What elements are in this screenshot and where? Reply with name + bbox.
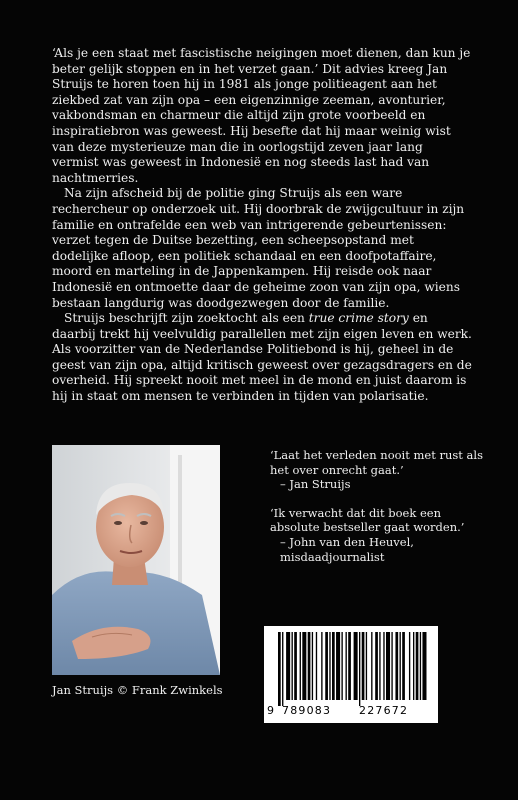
blurb-paragraph-3 [52,311,472,405]
endorsement-attribution: – John van den Heuvel, misdaadjournalist [280,534,414,564]
barcode-bar [409,632,410,700]
barcode-bar [366,632,367,700]
endorsement-2 [270,506,490,564]
blurb-paragraph-2: Na zijn afscheid bij de politie ging Struijs als een ware rechercheur op onderzoek uit. Hij doorbrak de zwijgcultuur in zijn familie en ontrafelde een web van intrigerende gebeurtenissen: verzet tegen de Duitse bezetting, een scheepsopstand met dodelijke afloop, een politiek schandaal en een doofpotaffaire, moord en marteling in de Jappenkampen. Hij reisde ook naar Indonesië en ontmoette daar de geheime zoon van zijn opa, wiens bestaan langdurig was doodgezwegen door de familie. [52,186,465,310]
barcode-bar [302,632,306,700]
barcode-bar [400,632,401,700]
barcode-bar [348,632,351,700]
isbn-group-1: 789083 [282,704,332,717]
barcode-bar [312,632,313,700]
barcode-bar [413,632,414,700]
back-cover-blurb [52,46,472,405]
barcode-bar [416,632,419,700]
author-portrait-image [52,445,220,675]
barcode-bar [386,632,390,700]
barcode-bar [420,632,421,700]
barcode-bar [329,632,330,700]
barcode-bar [286,632,290,700]
barcode-bar [362,632,365,700]
barcode-bar [341,632,342,700]
barcode-bar [294,632,297,700]
barcode-bar [354,632,358,700]
blurb-p3-end: en daarbij trekt hij veelvuldig parallellen met zijn eigen leven en werk. Als voorzitter van de Nederlandse Politiebond is hij, geheel in de geest van zijn opa, altijd kritisch geweest over gezagsdragers en de overheid. Hij spreekt nooit met meel in de mond en juist daarom is hij in staat om mensen te verbinden in tijden van polarisatie. [52,311,472,404]
isbn-lead-digit: 9 [267,704,276,717]
barcode-bars [264,626,438,706]
barcode-bar [383,632,384,700]
barcode-bar [316,632,317,700]
barcode-bar [359,632,360,706]
barcode-bar [278,632,281,706]
isbn-group-2: 227672 [359,704,409,717]
photo-credit: Jan Struijs © Frank Zwinkels [52,683,223,697]
barcode-bar [336,632,340,700]
endorsement-text: ‘Laat het verleden nooit met rust als het over onrecht gaat.’ [270,448,483,477]
barcode-bar [391,632,392,700]
barcode-bar [346,632,347,700]
endorsement-1 [270,448,490,492]
barcode-bar [371,632,372,700]
barcode-bar [379,632,380,700]
isbn-barcode [264,626,438,723]
barcode-bar [321,632,322,700]
blurb-p3-italic: true crime story [308,311,409,326]
barcode-bar [395,632,398,700]
endorsements [270,448,490,578]
barcode-bar [402,632,405,700]
barcode-bar [375,632,378,700]
barcode-bar [300,632,301,700]
blurb-paragraph-1: ‘Als je een staat met fascistische neigingen moet dienen, dan kun je beter gelijk stoppen en in het verzet gaan.’ Dit advies kreeg Jan Struijs te horen toen hij in 1981 als jonge politieagent aan het ziekbed zat van zijn opa – een eigenzinnige zeeman, avonturier, vakbondsman en charmeur die altijd zijn grote voorbeeld en inspiratiebron was geweest. Hij besefte dat hij maar weinig wist van deze mysterieuze man die in oorlogstijd zeven jaar lang vermist was geweest in Indonesië en nog steeds last had van nachtmerries. [52,46,471,185]
author-photo [52,445,220,675]
barcode-bar [332,632,335,700]
endorsement-attribution: – Jan Struijs [280,477,351,492]
barcode-bar [422,632,426,700]
barcode-bar [292,632,293,700]
barcode-bar [282,632,283,706]
endorsement-text: ‘Ik verwacht dat dit boek een absolute bestseller gaat worden.’ [270,505,465,535]
barcode-bar [325,632,328,700]
blurb-p3-start: Struijs beschrijft zijn zoektocht als een [64,311,309,326]
barcode-bar [308,632,311,700]
